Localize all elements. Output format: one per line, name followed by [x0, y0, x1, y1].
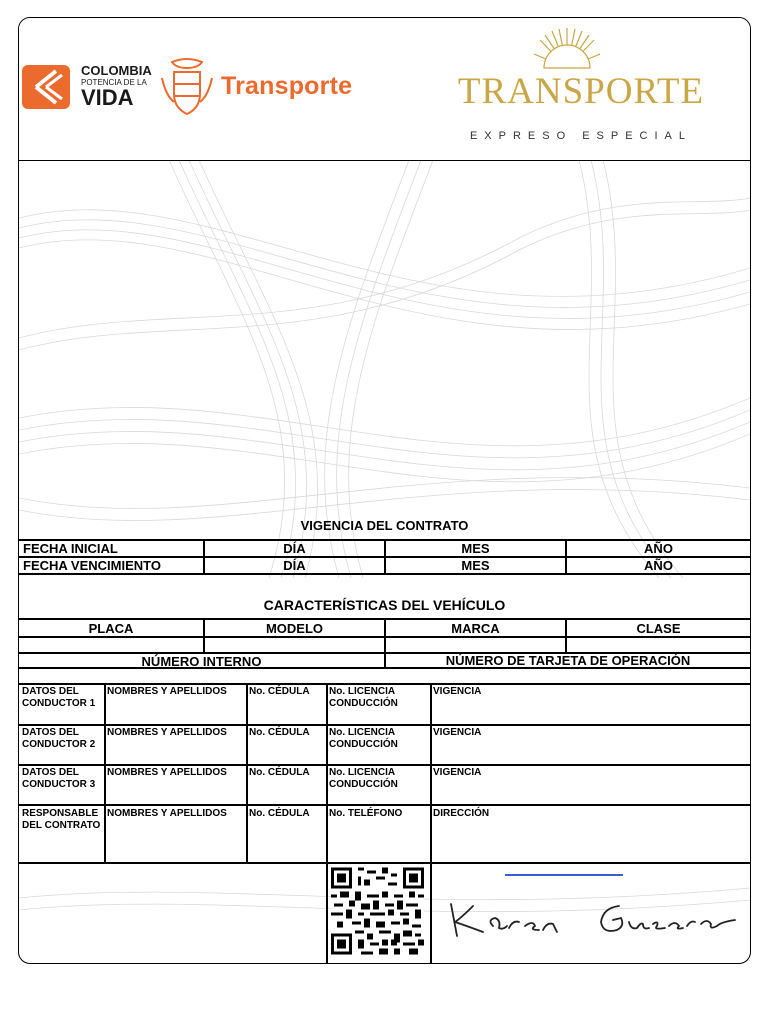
sunrise-logo-icon: [532, 26, 602, 70]
conductor-1-licencia: No. LICENCIA CONDUCCIÓN: [329, 686, 398, 709]
gov-logo-line2: POTENCIA DE LA: [81, 78, 147, 87]
placa-header: PLACA: [88, 621, 134, 636]
conductor-2-label: DATOS DEL CONDUCTOR 2: [22, 727, 96, 750]
clase-header: CLASE: [636, 621, 681, 636]
fecha-inicial-ano: AÑO: [644, 541, 673, 556]
colombia-gov-icon: [22, 65, 72, 111]
fecha-inicial-mes: MES: [461, 541, 490, 556]
numero-interno-label: NÚMERO INTERNO: [141, 654, 262, 669]
responsable-label: RESPONSABLE DEL CONTRATO: [22, 808, 101, 831]
divider: [19, 683, 750, 685]
conductor-3-licencia: No. LICENCIA CONDUCCIÓN: [329, 767, 398, 790]
vigencia-title: VIGENCIA DEL CONTRATO: [300, 518, 469, 533]
coat-of-arms-icon: [158, 56, 216, 118]
divider: [246, 683, 248, 863]
conductor-1-cedula: No. CÉDULA: [249, 686, 310, 697]
responsable-direccion: DIRECCIÓN: [433, 808, 490, 819]
divider: [19, 804, 750, 806]
company-logo-tagline: EXPRESO ESPECIAL: [469, 130, 693, 142]
signature: [443, 886, 738, 946]
responsable-telefono: No. TELÉFONO: [329, 808, 403, 819]
conductor-1-label: DATOS DEL CONDUCTOR 1: [22, 686, 96, 709]
conductor-2-cedula: No. CÉDULA: [249, 727, 310, 738]
conductor-3-nombres: NOMBRES Y APELLIDOS: [107, 767, 227, 778]
conductor-2-vigencia: VIGENCIA: [433, 727, 482, 738]
fecha-vencimiento-ano: AÑO: [644, 558, 673, 573]
divider: [326, 683, 328, 963]
divider: [19, 724, 750, 726]
qr-code: [331, 867, 424, 955]
conductor-2-licencia: No. LICENCIA CONDUCCIÓN: [329, 727, 398, 750]
contract-form: [18, 17, 751, 964]
divider: [430, 683, 432, 963]
responsable-cedula: No. CÉDULA: [249, 808, 310, 819]
conductor-3-vigencia: VIGENCIA: [433, 767, 482, 778]
vehiculo-title: CARACTERÍSTICAS DEL VEHÍCULO: [263, 597, 506, 613]
gov-logo-line1: COLOMBIA: [81, 63, 152, 78]
fecha-vencimiento-mes: MES: [461, 558, 490, 573]
tarjeta-operacion-label: NÚMERO DE TARJETA DE OPERACIÓN: [445, 653, 691, 668]
fecha-inicial-label: FECHA INICIAL: [23, 541, 118, 556]
conductor-3-cedula: No. CÉDULA: [249, 767, 310, 778]
signature-line: [505, 874, 623, 876]
fecha-inicial-dia: DÍA: [283, 541, 306, 556]
gov-logo-line3: VIDA: [81, 85, 134, 110]
conductor-1-nombres: NOMBRES Y APELLIDOS: [107, 686, 227, 697]
fecha-vencimiento-dia: DÍA: [283, 558, 306, 573]
modelo-header: MODELO: [265, 621, 324, 636]
marca-header: MARCA: [451, 621, 500, 636]
divider: [19, 764, 750, 766]
responsable-nombres: NOMBRES Y APELLIDOS: [107, 808, 227, 819]
conductor-3-label: DATOS DEL CONDUCTOR 3: [22, 767, 96, 790]
divider: [104, 683, 106, 863]
ministry-label: Transporte: [221, 72, 353, 100]
conductor-1-vigencia: VIGENCIA: [433, 686, 482, 697]
fecha-vencimiento-label: FECHA VENCIMIENTO: [23, 558, 161, 573]
header: [19, 18, 750, 161]
company-logo-name: TRANSPORTE: [457, 71, 705, 112]
divider: [19, 862, 750, 864]
conductor-2-nombres: NOMBRES Y APELLIDOS: [107, 727, 227, 738]
